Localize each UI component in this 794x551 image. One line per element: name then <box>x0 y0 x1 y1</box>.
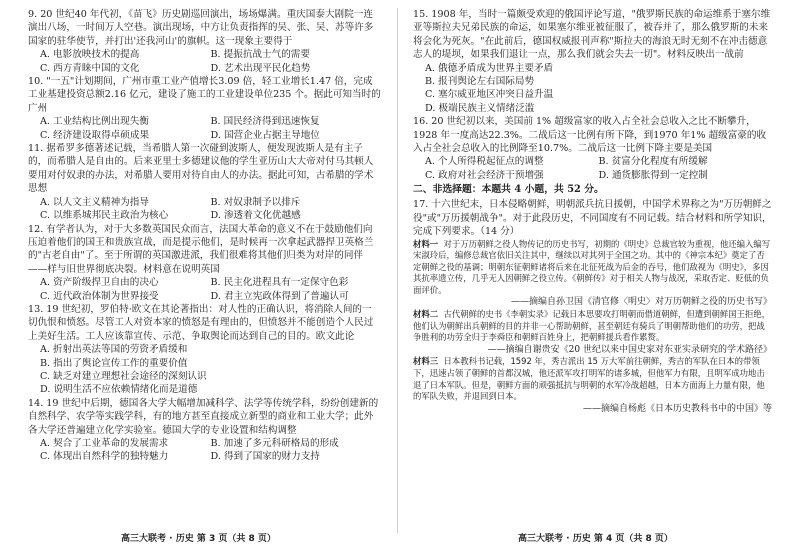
question-stem: 9. 20 世纪40 年代初，《苗飞》历史剧巡回演出，场场爆满。重庆国泰大剧院一连演出八场，一时间万人空巷。演出现场，中方让负责指挥的吴、张、吴、苏等许多国家的驻华使节，并打出'还我河山'的旗帜。这一现象主要得于 <box>28 9 374 47</box>
option-d: D. 通货膨胀得到一定控制 <box>598 169 708 181</box>
material-source: ——摘编自孙卫国《清官修〈明史〉对万历朝鲜之役的历史书写》 <box>510 297 772 308</box>
question-15 <box>413 8 772 115</box>
material-1 <box>413 239 772 297</box>
question-16 <box>413 115 772 182</box>
option-d: D. 君主立宪政体得到了普遍认可 <box>210 290 349 302</box>
material-label: 材料三 <box>413 356 439 367</box>
question-stem: 15. 1908 年，当时一篇颇受欢迎的俄国评论写道，"俄罗斯民族的命运维系于塞尔维亚等斯拉夫兄弟民族的命运，如果塞尔维亚被征服了，被吞并了，那么俄罗斯的未来将会化为死灰。"在此前后，德国权威报刊声称"斯拉夫的海浪无时无刻不在冲击德意志人的堤坝，如果我们退让一点，那么我们就会失去一切"。材料反映出一战前 <box>413 9 771 61</box>
page-footer: 高三大联考 · 历史 第 4 页（共 8 页） <box>518 534 673 544</box>
option-c: C. 政府对社会经济干预增强 <box>425 169 544 181</box>
right-page <box>397 0 794 551</box>
option-list <box>28 48 381 75</box>
question-14 <box>28 397 381 464</box>
material-text: 古代朝鲜的史书《李朝实录》记载日本思要攻打明朝而借道朝鲜，但遭到朝鲜国王拒绝，他们认为朝鲜出兵朝鲜的目的并非一心帮助朝鲜，甚至朝廷有骑兵了明朝帮助他们的功劳，把战争胜利的功劳全归于李舜臣和朝鲜百姓身上，把朝鲜援兵看作累赘。 <box>413 309 771 343</box>
material-2 <box>413 309 772 344</box>
section-title: 二、非选择题：本题共 4 小题，共 52 分。 <box>413 184 604 196</box>
option-c: C. 以维系城邦民主政治为核心 <box>40 210 169 222</box>
option-d: D. 得到了国家的财力支持 <box>210 451 320 463</box>
page-footer: 高三大联考 · 历史 第 3 页（共 8 页） <box>121 534 276 544</box>
question-13 <box>28 303 381 397</box>
material-text: 日本教科书记载，1592 年，秀吉派出 15 万大军前往朝鲜，秀吉的军队在日本的带领下，迅速占领了朝鲜的首都汉城，他还派军攻打明军的诸多城，但他军力有限，且明军成功地击退了日本军队。但是，朝鲜方面的顽强抵抗与明朝的水军冷战超越，日本方面海上力量有限，他的军队失败，并退回到日本。 <box>413 356 765 402</box>
option-c: C. 西方青睐中国的文化 <box>40 62 140 74</box>
option-a: A. 以人文主义精神为指导 <box>40 196 149 208</box>
option-a: A. 工业结构比例出现失衡 <box>40 116 149 128</box>
option-b: B. 贫富分化程度有所缓解 <box>598 156 708 168</box>
option-c: C. 塞尔威亚地区冲突日益升温 <box>425 89 554 101</box>
option-b: B. 提振抗战士气的需要 <box>210 49 310 61</box>
option-list <box>28 115 381 142</box>
option-list <box>413 155 772 182</box>
option-b: B. 国民经济得到迅速恢复 <box>210 116 320 128</box>
option-list <box>413 62 772 116</box>
option-c: C. 近代政治体制为世界接受 <box>40 290 159 302</box>
option-d: D. 国营企业占据主导地位 <box>210 129 320 141</box>
question-11 <box>28 142 381 222</box>
material-source: ——摘编自杨彪《日本历史教科书中的中国》等 <box>582 403 772 414</box>
option-c: C. 体现出自然科学的独特魅力 <box>40 451 169 463</box>
option-b: B. 加速了多元科研格局的形成 <box>210 438 339 449</box>
option-b: B. 报刊舆论左右国际局势 <box>425 76 535 88</box>
option-d: D. 极端民族主义情绪泛滥 <box>425 102 535 114</box>
option-b: B. 对奴隶制予以排斥 <box>210 196 301 208</box>
material-label: 材料二 <box>413 309 439 320</box>
question-12 <box>28 223 381 303</box>
option-d: D. 艺术出现平民化趋势 <box>210 62 311 74</box>
question-stem: 10. "一五"计划期间，广州市重工业产值增长3.09 倍，轻工业增长1.47 倍，完成工业基建投资总额2.16 亿元，建设了施工的工业建设单位235 个。据此可知当时的广州 <box>28 76 381 114</box>
option-b: B. 指出了舆论宣传工作的重要价值 <box>40 357 188 369</box>
option-list <box>28 437 381 464</box>
option-list <box>28 343 381 397</box>
question-stem: 12. 有学者认为，对于大多数英国民众而言，法国大革命的意义不在于鼓励他们向压迫着他们的国王和贵族宣战，而是提示他们，是时候再一次拿起武器捍卫英格兰的"古老自由"了。至于所谓的英国激进派，我们很难将其他们归类为对岸的同伴——样与旧世界彻底决裂。材料意在说明英国 <box>28 223 374 275</box>
option-a: A. 折射出英法等国的劳资矛盾缓和 <box>40 344 188 356</box>
option-c: C. 经济建设取得卓硕成果 <box>40 129 150 141</box>
question-9 <box>28 8 381 75</box>
option-d: D. 说明生活不应依赖情绪化而是道德 <box>40 384 198 396</box>
option-d: D. 渗透着文化优越感 <box>210 210 301 222</box>
question-stem: 13. 19 世纪初，罗伯特·欧文在其论著指出：对人性的正确认识，将消除人间的一切仇恨和愤怒。尽管工人对资本家的愤怒是有理由的，但愤怒并不能创造个人民过上美好生活。工人应该靠宣传、示范、争取舆论而达到自己的目的。欧文此论 <box>28 303 374 342</box>
option-c: C. 缺乏对建立理想社会途径的深刻认识 <box>40 370 207 382</box>
question-stem: 16. 20 世纪初以来，美国前 1% 超级富家的收入占全社会总收入之比不断攀升，1928 年一度高达22.3%。二战后这一比例有所下降，到1970 年1% 超级富豪的收入占全社会总收入的比例降至10.7%。二战后这一比例下降主要是美国 <box>413 116 767 155</box>
option-a: A. 电影放映技术的提高 <box>40 49 140 61</box>
option-list <box>28 276 381 303</box>
material-3 <box>413 356 772 402</box>
option-a: A. 契合了工业革命的发展需求 <box>40 438 169 449</box>
question-10 <box>28 75 381 142</box>
question-stem: 17. 十六世纪末，日本侵略朝鲜，明朝派兵抗日援朝，中国学术界称之为"万历朝鲜之役"或"万历援朝战争"。对于此段历史，不同国度有不同记载。结合材料和所学知识，完成下列要求。（14 分） <box>413 199 772 238</box>
material-label: 材料一 <box>413 238 439 249</box>
question-stem: 14. 19 世纪中后期，德国各大学大幅增加减科学、法学等传统学科，纷纷创建新的自然科学、农学等实践学科，有的地方甚至直接成立新型的商业和工业大学；此外各大学还普遍建立化学实验室。德国大学的专业设置和结构调整 <box>28 397 379 436</box>
option-a: A. 资产阶级捍卫自由的决心 <box>40 277 159 289</box>
question-stem: 11. 据希罗多德著述记载，当希腊人第一次碰到波斯人，便发现波斯人是有主子的，而希腊人是自由的。后来亚里士多德建议他的学生亚历山大大帝对付马其顿人要用对付奴隶的办法，对希腊人要用对待自由人的办法。据此可知，古希腊的学术思想 <box>28 143 374 195</box>
option-list <box>28 196 381 223</box>
option-a: A. 俄德矛盾成为世界主要矛盾 <box>425 62 554 74</box>
material-text: 对于万历朝鲜之役人物传记的历史书写，初期的《明史》总裁官较为重视，他还编入编写宋淑玲后，编修总裁官依旧关注其中，继续以对其列于全国之功。其中的《神宗本纪》奠定了否定朝鲜之役的基调；明朝东征朝鲜诸将后来在北征死战为后金的吞号，他们敌视为《明史》，多因其抗率遗立传，几乎无人因朝鲜之役立传。《朝鲜传》对于相关人物与战况，采取否定、贬低的负面评价。 <box>413 238 771 295</box>
option-a: A. 个人所得税起征点的调整 <box>425 156 544 168</box>
option-b: B. 民主化进程具有一定保守色彩 <box>210 277 349 289</box>
question-17 <box>413 198 772 415</box>
material-source: ——摘编自谢贵安《20 世纪以来中国史家对东亚实录研究的学术路径》 <box>487 344 772 355</box>
